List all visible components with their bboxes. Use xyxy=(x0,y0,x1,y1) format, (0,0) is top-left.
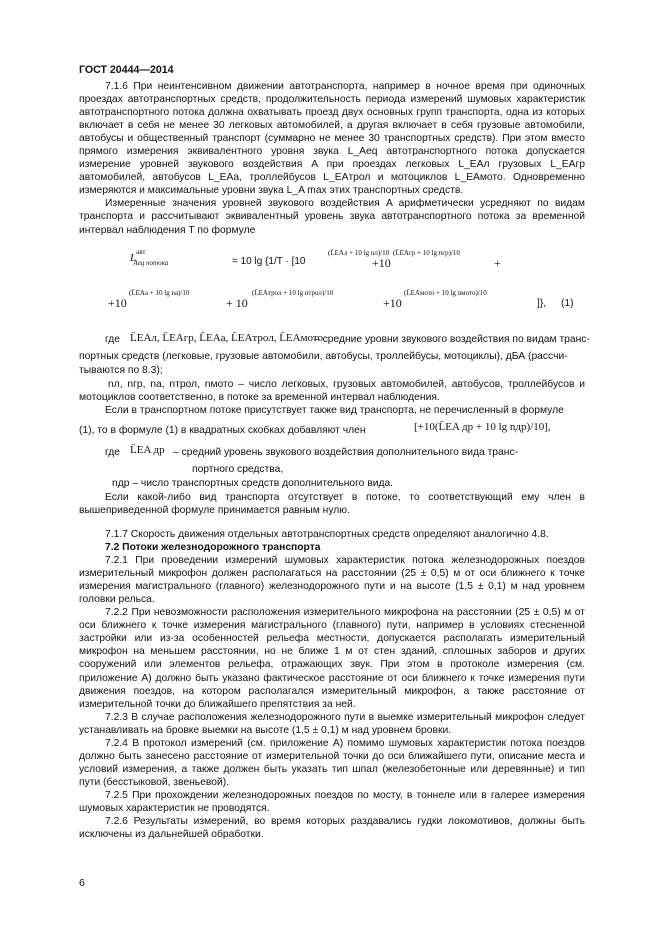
where-1-line-2: портных средств (легковые, грузовые автомобили, автобусы, троллейбусы, мотоциклы), дБА (рассчи- xyxy=(79,351,568,362)
formula-1-term-5-base: +10 xyxy=(383,296,402,310)
paragraph-7-1-6-block xyxy=(79,80,585,237)
formula-1-number: (1) xyxy=(561,298,574,309)
formula-1-eq: = 10 lg {1/T · [10 xyxy=(232,256,306,267)
paragraph-7-1-7: 7.1.7 Скорость движения отдельных автотранспортных средств определяют аналогично 4.8. xyxy=(105,529,549,540)
where-3-text: – средний уровень звукового воздействия дополнительного вида транс- xyxy=(173,447,519,458)
formula-1-lhs xyxy=(130,248,180,267)
formula-1-term-5-exp: (L̄EAмото + 10 lg nмото)/10 xyxy=(404,289,487,297)
formula-1-term-2-base: +10 xyxy=(372,256,391,270)
formula-1-term-1-exp: (L̄EAл + 10 lg nл)/10 xyxy=(328,249,390,257)
paragraph-7-2-6: 7.2.6 Результаты измерений, во время которых раздавались гудки локомотивов, должны быть исключены из дальнейшей обработки. xyxy=(79,816,585,841)
paragraph-7-1-6: 7.1.6 При неинтенсивном движении автотранспорта, например в ночное время при одиночных проездах автотранспортных средств, продолжительность периода измерений шумовых характеристик автотранспортного потока должна охватывать проезд двух основных групп транспорта, одна из которых включает в себя не менее 30 легковых автомобилей, а другая включает в себя грузовые автомобили, автобусы и общественный транспорт (суммарно не менее 30 транспортных средств). При этом вместо прямого измерения эквивалентного уровня звука L_Aeq автотранспортного потока допускается измерение уровней звукового воздействия A при проездах легковых L_EAл грузовых L_EAгр автомобилей, автобусов L_EAа, троллейбусов L_EAтрол и мотоциклов L_EAмото. Одновременно измеряются и максимальные уровни звука L_A max этих транспортных средств. xyxy=(79,81,585,197)
where-1-prefix: где xyxy=(105,334,121,345)
where-3-line-2: портного средства, xyxy=(192,464,284,475)
formula-1-term-3-exp: (L̄EAа + 10 lg nа)/10 xyxy=(129,289,190,297)
where-3-prefix: где xyxy=(105,447,121,458)
section-7-2-block xyxy=(79,528,585,841)
formula-2: [+10(L̄EA др + 10 lg nдр)/10], xyxy=(414,421,551,433)
formula-1-lhs-sup: авт xyxy=(136,248,146,256)
where-1-line-3: тываются по 8.3); xyxy=(79,365,163,376)
where-1-head: – средние уровни звукового воздействия по видам транс- xyxy=(314,334,590,345)
formula-1-term-3-base: +10 xyxy=(108,296,127,310)
paragraph-7-2-4: 7.2.4 В протокол измерений (см. приложение А) помимо шумовых характеристик потока поездов должно быть занесено расстояние от измерительной точки до оси ближайшего пути, описание места и условий измерения, а также должен быть указать тип шпал (железобетонные или деревянные) и тип пути (бесстыковой, звеньевой). xyxy=(79,737,585,788)
paragraph-absent: Если какой-либо вид транспорта отсутствует в потоке, то соответствующий ему член в вышеприведенной формуле принимается равным нулю. xyxy=(79,492,585,517)
paragraph-7-2-5: 7.2.5 При прохождении железнодорожных поездов по мосту, в тоннеле или в галерее измерения шумовых характеристик не проводятся. xyxy=(79,789,585,814)
paragraph-7-2-2: 7.2.2 При невозможности расположения измерительного микрофона на расстоянии (25 ± 0,5) м от оси ближнего к точке измерения магистрального (главного) пути, например в условиях стесненной застройки или из-за особенностей рельефа местности, допускается располагать измерительный микрофон на меньшем расстоянии, но не ближе 1 м от стен зданий, сплошных заборов и других сооружений или элементов рельефа, отражающих звук. При этом в протоколе измерения (см. приложение А) должно быть указано фактическое расстояние от оси ближнего к точке измерения пути движения поездов, на котором располагался измерительный микрофон, а также расстояние от измерительной точки до ближайшего препятствия за ней. xyxy=(79,607,585,710)
formula-1-plus: + xyxy=(494,256,501,270)
where-3-symbol: L̄EA др xyxy=(130,444,165,456)
where-2-block xyxy=(79,378,585,417)
paragraph-7-1-6-measured: Измеренные значения уровней звукового воздействия A арифметически усредняют по видам транспорта и рассчитывают эквивалентный уровень звука автотранспортного потока за временной интервал наблюдения T по формуле xyxy=(79,198,585,236)
formula-1-lhs-sub: Aeq потока xyxy=(133,259,169,267)
paragraph-absent-block xyxy=(79,491,585,517)
document-header: ГОСТ 20444—2014 xyxy=(79,64,174,76)
paragraph-additional-2: (1), то в формуле (1) в квадратных скобках добавляют член xyxy=(79,425,366,436)
formula-1-term-4-base: + 10 xyxy=(226,296,248,310)
formula-1-term-4-exp: (L̄EAтрол + 10 lg nтрол)/10 xyxy=(252,289,334,297)
paragraph-7-2-1: 7.2.1 При проведении измерений шумовых характеристик потока железнодорожных поездов измерительный микрофон должен располагаться на расстоянии (25 ± 0,5) м от оси ближнего к точке измерения магистрального (главного) железнодорожного пути и на высоте (1,5 ± 0,1) м над уровнем головки рельса. xyxy=(79,555,585,606)
formula-1-end: ]}, xyxy=(537,298,547,309)
where-2: nл, nгр, nа, nтрол, nмото – число легковых, грузовых автомобилей, автобусов, троллейбусов и мотоциклов соответственно, в потоке за временной интервал наблюдения. xyxy=(79,379,585,404)
section-7-2-title: 7.2 Потоки железнодорожного транспорта xyxy=(105,542,321,554)
page-number: 6 xyxy=(79,877,85,889)
paragraph-additional-1: Если в транспортном потоке присутствует также вид транспорта, не перечисленный в формуле xyxy=(105,405,564,417)
where-1-symbols: L̄EAл, L̄EAгр, L̄EAа, L̄EAтрол, L̄EAмото xyxy=(130,332,324,344)
paragraph-7-2-3: 7.2.3 В случае расположения железнодорожного пути в выемке измерительный микрофон следует устанавливать на бровке выемки на высоте (1,5 ± 0,1) м над уровнем бровки. xyxy=(79,711,585,736)
formula-1-term-2-exp: (L̄EAгр + 10 lg nгр)/10 xyxy=(393,249,460,257)
where-4: nдр – число транспортных средств дополнительного вида. xyxy=(112,478,394,489)
formula-1-lhs-symbol: L xyxy=(130,252,137,264)
